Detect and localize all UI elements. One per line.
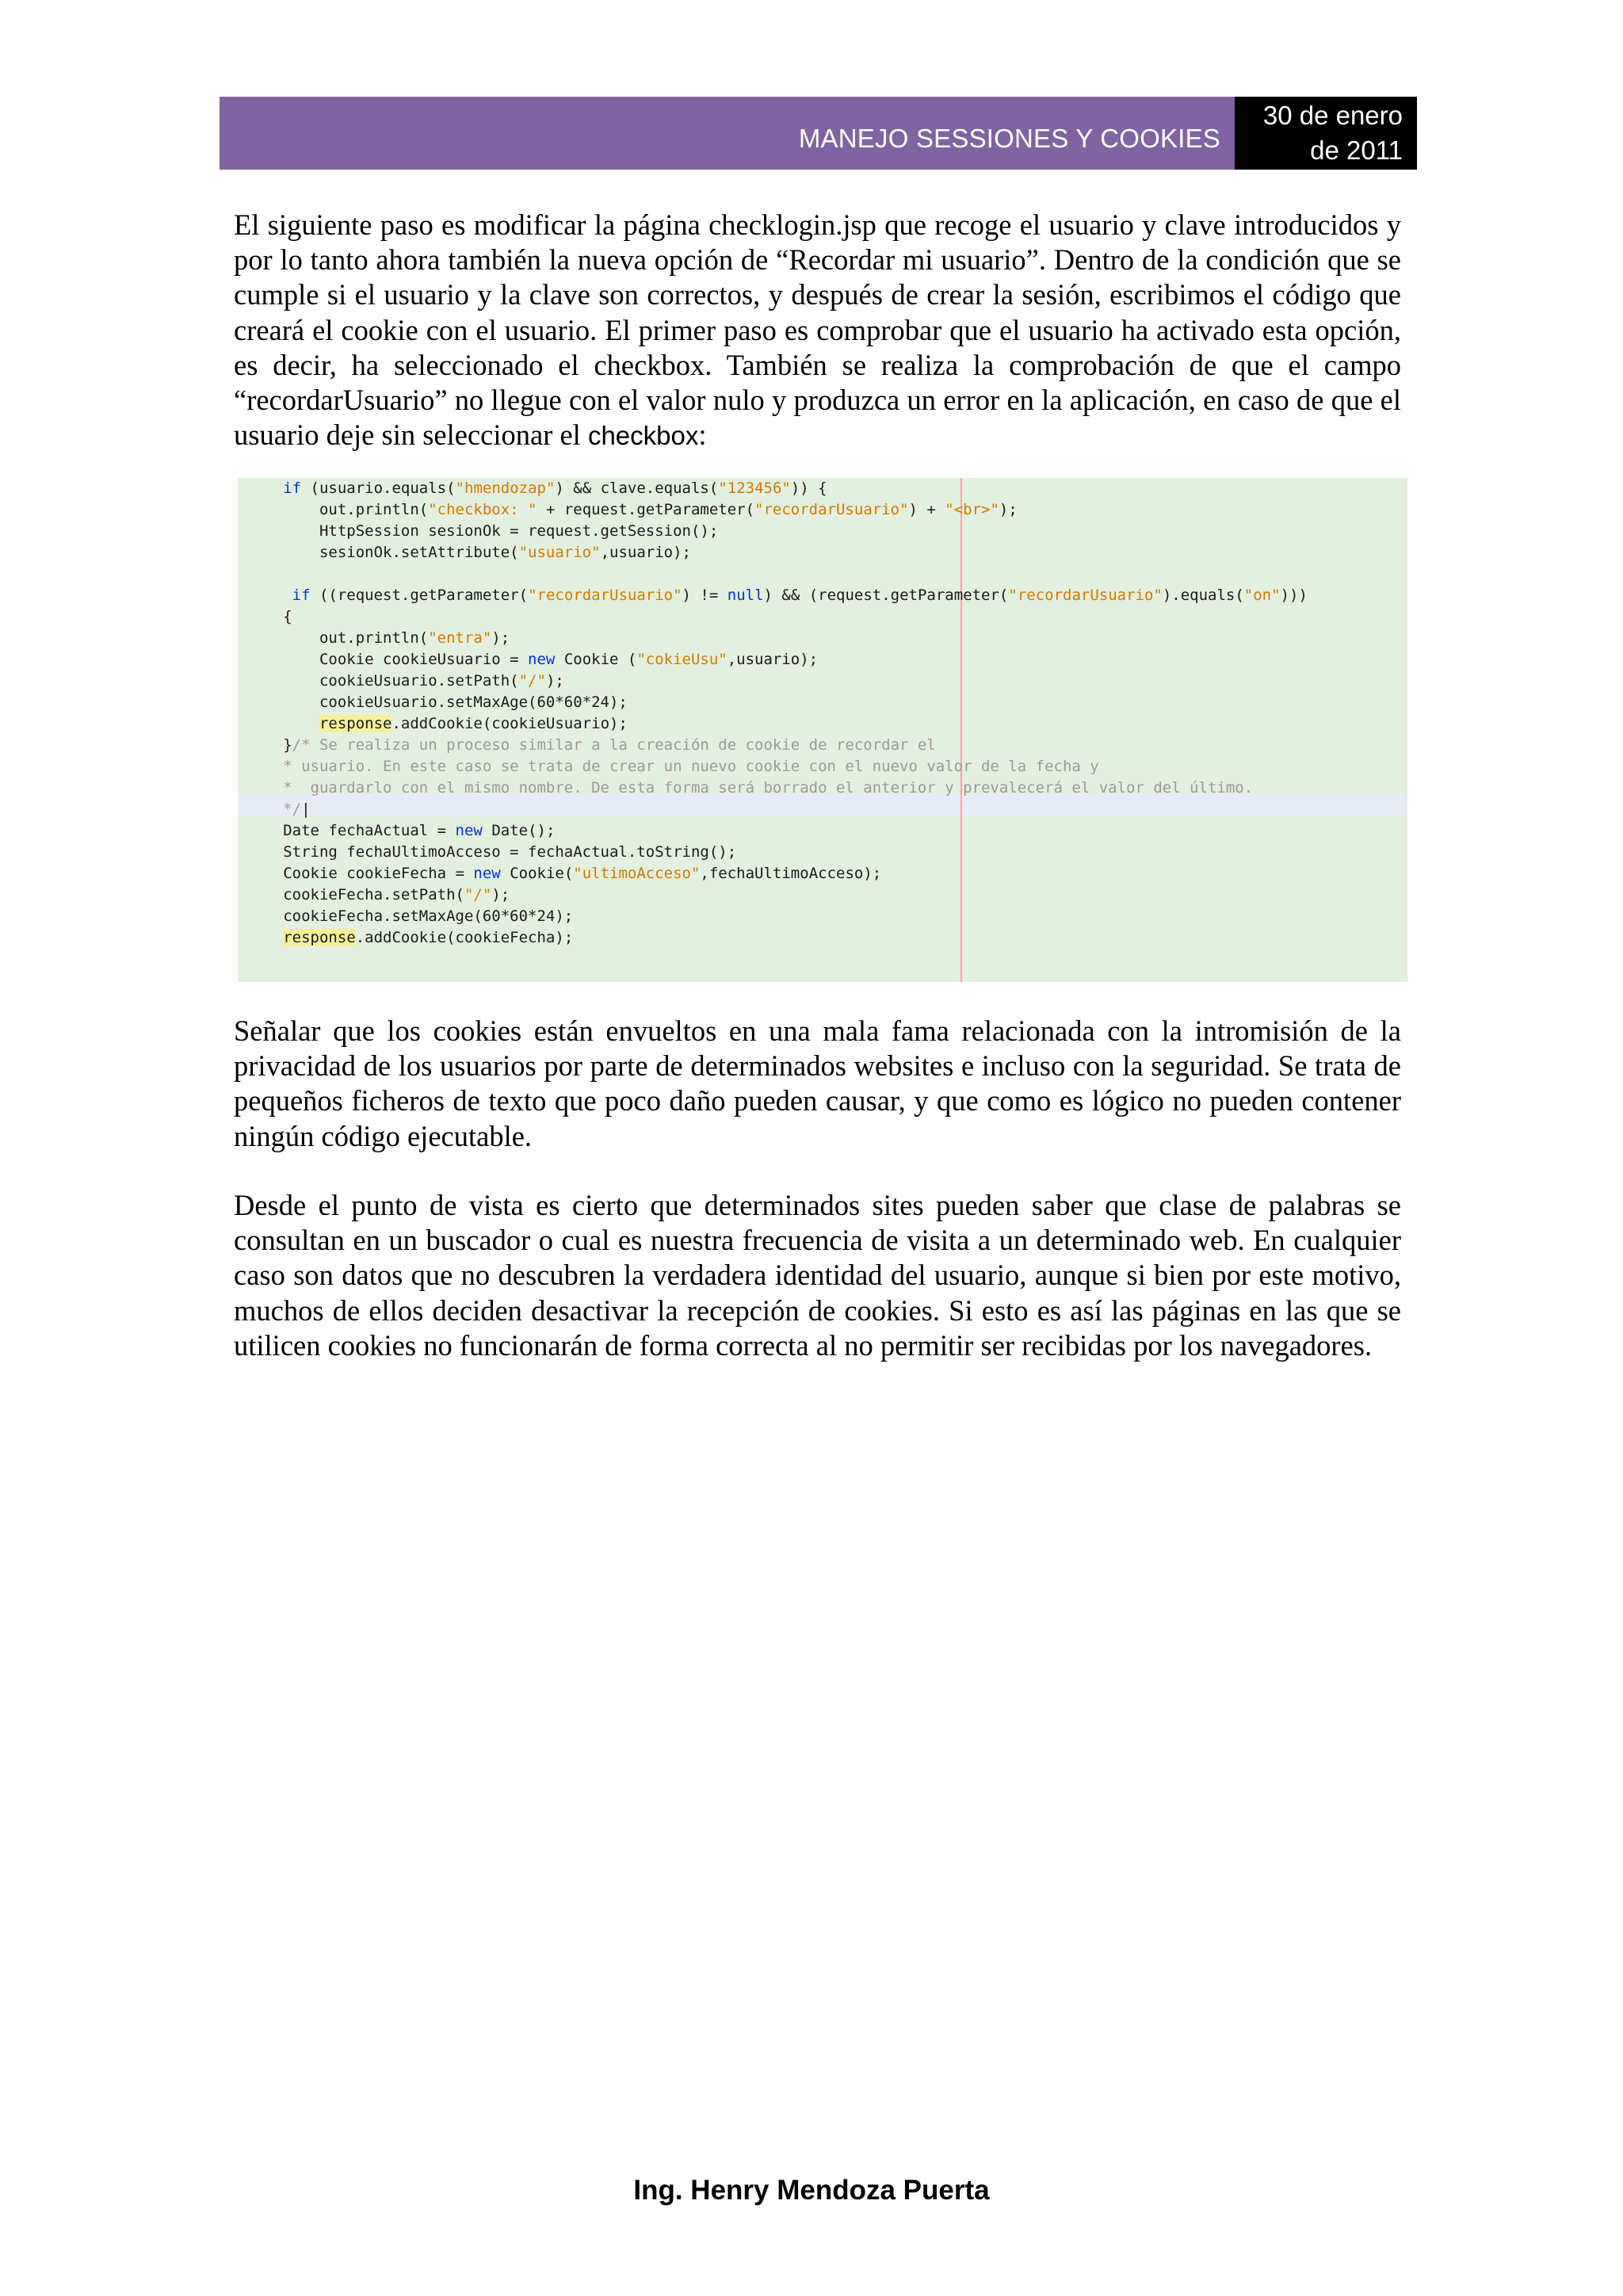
code-line bbox=[238, 478, 1308, 499]
code-token: .addCookie(cookieUsuario); bbox=[391, 715, 628, 732]
code-token: (usuario.equals( bbox=[301, 479, 456, 497]
code-token: if bbox=[283, 479, 302, 497]
code-token: out.println( bbox=[238, 629, 429, 647]
code-line bbox=[238, 606, 1308, 628]
code-token: ,fechaUltimoAcceso); bbox=[700, 865, 882, 882]
code-token: + request.getParameter( bbox=[537, 501, 755, 518]
code-line bbox=[238, 884, 1308, 906]
code-token: "<br>" bbox=[945, 501, 999, 518]
paragraph-intro-end: : bbox=[698, 418, 707, 452]
code-token: )) { bbox=[790, 479, 827, 497]
code-token bbox=[238, 479, 283, 497]
header-date-line1: 30 de enero bbox=[1262, 101, 1403, 130]
code-line bbox=[238, 777, 1308, 799]
code-token: new bbox=[455, 822, 483, 839]
code-token: null bbox=[727, 586, 764, 604]
code-token: Cookie cookieFecha = bbox=[238, 865, 474, 882]
code-token bbox=[238, 929, 283, 946]
paragraph-punto-de-vista: Desde el punto de vista es cierto que determinados sites pueden saber que clase de palabras se consultan en un buscador o cual es nuestra frecuencia de visita a un determinado web. En cualquier caso son datos que no descubren la verdadera identidad del usuario, aunque si bien por este motivo, muchos de ellos deciden desactivar la recepción de cookies. Si esto es así las páginas en las que se utilicen cookies no funcionarán de forma correcta al no permitir ser recibidas por los navegadores. bbox=[234, 1189, 1401, 1362]
code-token: ); bbox=[545, 672, 564, 690]
code-token: ); bbox=[491, 629, 510, 647]
code-token: /* Se realiza un proceso similar a la creación de cookie de recordar el bbox=[292, 736, 936, 754]
code-block bbox=[238, 478, 1308, 949]
code-token: "cokieUsu" bbox=[636, 651, 727, 668]
header-bar bbox=[220, 97, 1235, 170]
code-token: new bbox=[528, 651, 556, 668]
code-token: ).equals( bbox=[1162, 586, 1244, 604]
code-token: } bbox=[238, 736, 292, 754]
code-token: "recordarUsuario" bbox=[528, 586, 682, 604]
code-token: ((request.getParameter( bbox=[310, 586, 529, 604]
code-token: Date fechaActual = bbox=[238, 822, 456, 839]
code-line bbox=[238, 863, 1308, 884]
code-token: "recordarUsuario" bbox=[754, 501, 909, 518]
code-token: ) && (request.getParameter( bbox=[763, 586, 1009, 604]
code-token: sesionOk.setAttribute( bbox=[238, 544, 519, 561]
code-token: out.println( bbox=[238, 501, 429, 518]
code-token: "123456" bbox=[718, 479, 791, 497]
code-line bbox=[238, 799, 1308, 820]
code-token: Cookie cookieUsuario = bbox=[238, 651, 529, 668]
code-line bbox=[238, 670, 1308, 692]
code-token: .addCookie(cookieFecha); bbox=[355, 929, 574, 946]
code-token: cookieFecha.setMaxAge(60*60*24); bbox=[238, 907, 574, 925]
code-line bbox=[238, 713, 1308, 735]
header-date bbox=[1235, 97, 1417, 170]
code-token: */ bbox=[238, 800, 302, 818]
paragraph-intro-checkbox-word: checkbox bbox=[587, 421, 699, 451]
code-token: response bbox=[319, 715, 392, 732]
code-line bbox=[238, 927, 1308, 949]
code-token: "usuario" bbox=[518, 544, 601, 561]
code-token: if bbox=[292, 586, 311, 604]
code-token: cookieFecha.setPath( bbox=[238, 886, 464, 904]
code-token: "/" bbox=[464, 886, 492, 904]
code-token: ,usuario); bbox=[727, 651, 819, 668]
code-token: String fechaUltimoAcceso = fechaActual.toString(); bbox=[238, 843, 737, 861]
code-token: { bbox=[238, 608, 292, 625]
code-token: Cookie( bbox=[500, 865, 574, 882]
code-token: "checkbox: " bbox=[428, 501, 537, 518]
code-screenshot bbox=[238, 478, 1407, 982]
code-token: Date(); bbox=[482, 822, 556, 839]
code-token: "/" bbox=[518, 672, 546, 690]
code-token: ) && clave.equals( bbox=[555, 479, 719, 497]
header-title: MANEJO SESSIONES Y COOKIES bbox=[798, 124, 1220, 153]
code-token: HttpSession sesionOk = request.getSession(); bbox=[238, 522, 719, 540]
code-token: ))) bbox=[1280, 586, 1308, 604]
code-token: ,usuario); bbox=[600, 544, 691, 561]
code-token: "entra" bbox=[428, 629, 492, 647]
code-line bbox=[238, 521, 1308, 542]
code-token: "hmendozap" bbox=[455, 479, 556, 497]
footer-author: Ing. Henry Mendoza Puerta bbox=[633, 2175, 990, 2206]
paragraph-intro bbox=[234, 208, 1401, 453]
code-line bbox=[238, 649, 1308, 670]
header-date-line2: de 2011 bbox=[1310, 136, 1403, 165]
code-token: cookieUsuario.setPath( bbox=[238, 672, 519, 690]
code-token: Cookie ( bbox=[555, 651, 637, 668]
code-token: ); bbox=[999, 501, 1018, 518]
code-token: new bbox=[473, 865, 501, 882]
paragraph-intro-text: El siguiente paso es modificar la página checklogin.jsp que recoge el usuario y clave introducidos y por lo tanto ahora también la nueva opción de “Recordar mi usuario”. Dentro de la condición que se cumple si el usuario y la clave son correctos, y después de crear la sesión, escribimos el código que creará el cookie con el usuario. El primer paso es comprobar que el usuario ha activado esta opción, es decir, ha seleccionado el checkbox. También se realiza la comprobación de que el campo “recordarUsuario” no llegue con el valor nulo y produzca un error en la aplicación, en caso de que el usuario deje sin seleccionar el bbox=[234, 208, 1401, 452]
code-token: cookieUsuario.setMaxAge(60*60*24); bbox=[238, 693, 628, 711]
code-line bbox=[238, 692, 1308, 713]
code-line bbox=[238, 756, 1308, 777]
code-line bbox=[238, 842, 1308, 863]
code-line bbox=[238, 906, 1308, 927]
code-token: ); bbox=[491, 886, 510, 904]
code-line bbox=[238, 735, 1308, 756]
code-token: ) + bbox=[908, 501, 945, 518]
code-token: "recordarUsuario" bbox=[1008, 586, 1163, 604]
code-token: response bbox=[283, 929, 356, 946]
code-line bbox=[238, 499, 1308, 521]
code-line bbox=[238, 542, 1308, 563]
code-token: * usuario. En este caso se trata de crear un nuevo cookie con el nuevo valor de la fecha y bbox=[238, 758, 1099, 775]
code-line bbox=[238, 563, 1308, 585]
code-token: ) != bbox=[682, 586, 727, 604]
code-token: "ultimoAcceso" bbox=[573, 865, 701, 882]
code-token bbox=[238, 586, 292, 604]
code-line bbox=[238, 820, 1308, 842]
paragraph-cookies-fama: Señalar que los cookies están envueltos en una mala fama relacionada con la intromisión de la privacidad de los usuarios por parte de determinados websites e incluso con la seguridad. Se trata de pequeños ficheros de texto que poco daño pueden causar, y que como es lógico no pueden contener ningún código ejecutable. bbox=[234, 1014, 1401, 1152]
code-line bbox=[238, 628, 1308, 649]
code-token: | bbox=[301, 800, 311, 818]
code-token bbox=[238, 715, 319, 732]
code-token: * guardarlo con el mismo nombre. De esta forma será borrado el anterior y prevalecerá el valor del último. bbox=[238, 779, 1254, 797]
code-token: "on" bbox=[1243, 586, 1281, 604]
code-line bbox=[238, 585, 1308, 606]
